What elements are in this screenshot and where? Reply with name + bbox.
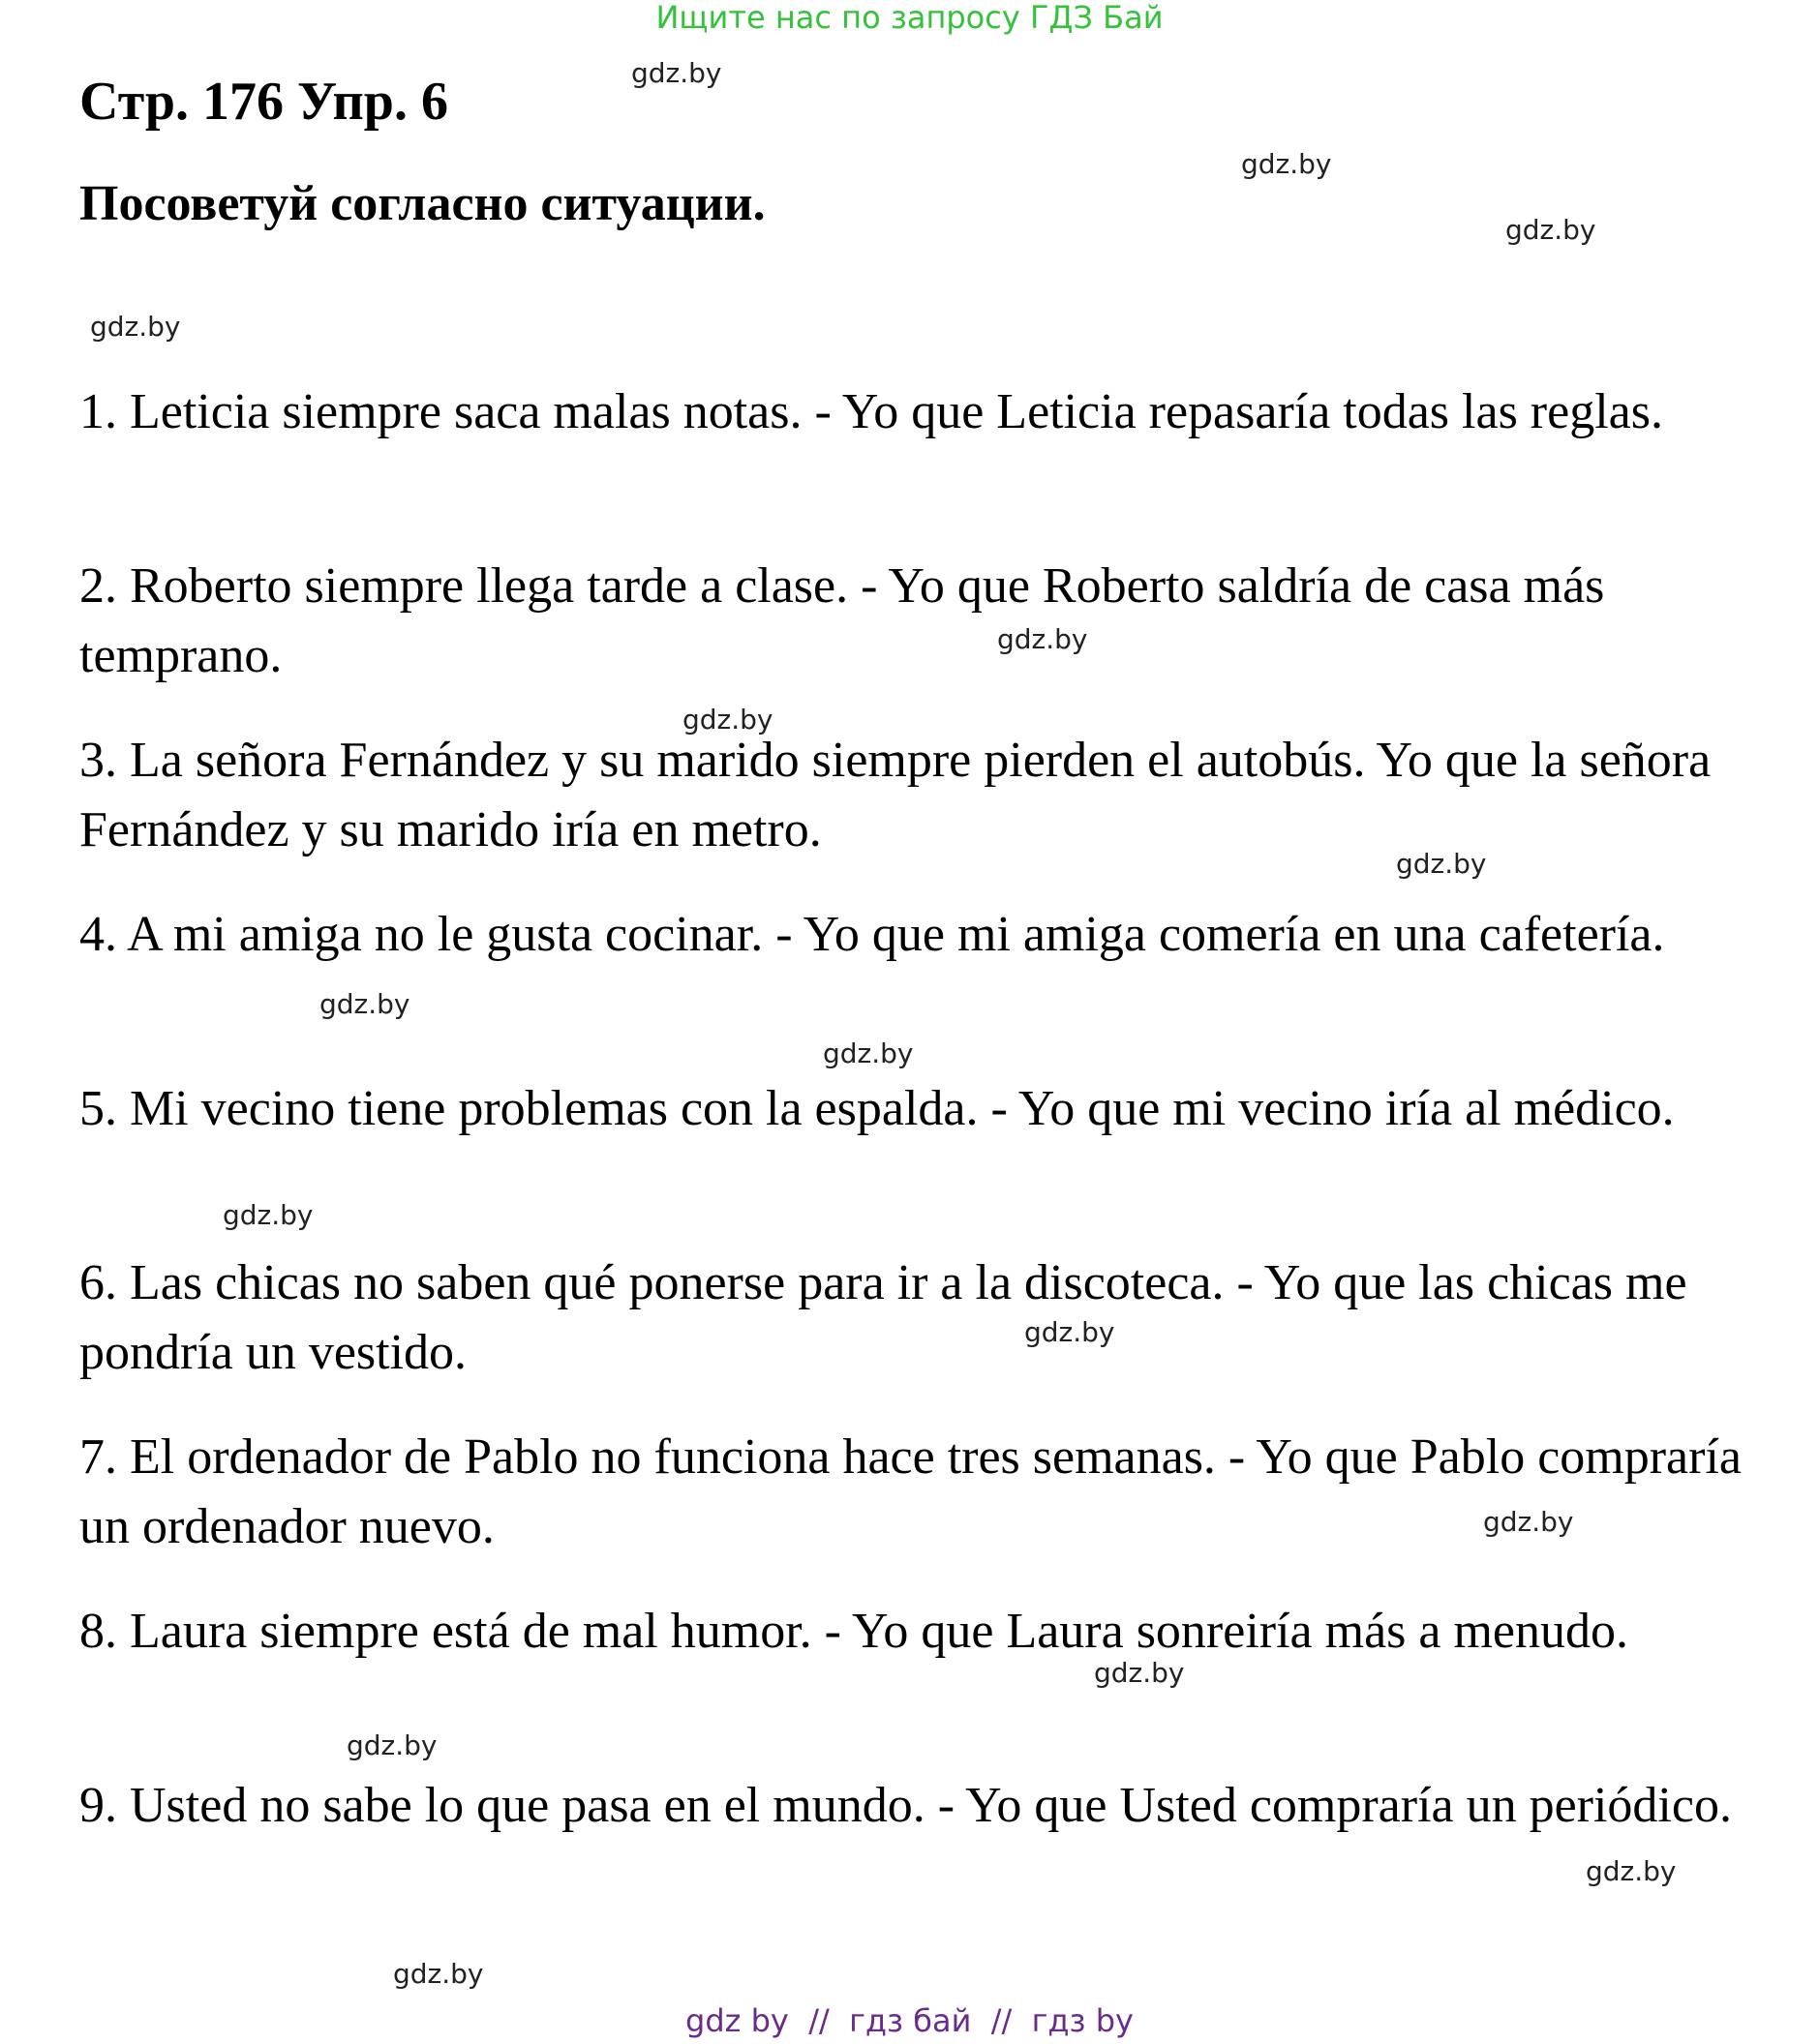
watermark: gdz.by [1586, 1855, 1677, 1887]
watermark: gdz.by [393, 1958, 484, 1990]
watermark: gdz.by [223, 1199, 314, 1231]
watermark: gdz.by [631, 57, 722, 89]
footer-links: gdz by // гдз бай // гдз by [685, 2002, 1134, 2039]
watermark: gdz.by [347, 1729, 438, 1761]
answer-item-2: 2. Roberto siempre llega tarde a clase. - Yo que Roberto saldría de casa más temprano. [79, 558, 1605, 683]
watermark: gdz.by [1241, 148, 1332, 180]
page-title: Стр. 176 Упр. 6 [79, 72, 448, 132]
watermark: gdz.by [1094, 1657, 1185, 1689]
top-banner: Ищите нас по запросу ГДЗ Бай [655, 0, 1164, 36]
watermark: gdz.by [1483, 1506, 1574, 1538]
watermark: gdz.by [1024, 1316, 1115, 1348]
answer-item-3: 3. La señora Fernández y su marido siempre pierden el autobús. Yo que la señora Fernández y su marido iría en metro. [79, 733, 1712, 857]
watermark: gdz.by [823, 1037, 914, 1069]
answer-item-8: 8. Laura siempre está de mal humor. - Yo que Laura sonreiría más a menudo. [79, 1604, 1628, 1659]
answer-item-6: 6. Las chicas no saben qué ponerse para ir a la discoteca. - Yo que las chicas me pondría un vestido. [79, 1255, 1687, 1380]
watermark: gdz.by [319, 988, 410, 1020]
answer-item-9: 9. Usted no sabe lo que pasa en el mundo. - Yo que Usted compraría un periódico. [79, 1778, 1732, 1833]
answer-item-7: 7. El ordenador de Pablo no funciona hace tres semanas. - Yo que Pablo compraría un ordenador nuevo. [79, 1429, 1742, 1554]
exercise-instruction: Посоветуй согласно ситуации. [79, 176, 766, 231]
watermark: gdz.by [997, 623, 1088, 655]
answer-item-4: 4. A mi amiga no le gusta cocinar. - Yo que mi amiga comería en una cafetería. [79, 907, 1665, 962]
watermark: gdz.by [90, 311, 181, 343]
watermark: gdz.by [1396, 848, 1487, 880]
answer-item-5: 5. Mi vecino tiene problemas con la espalda. - Yo que mi vecino iría al médico. [79, 1081, 1675, 1136]
watermark: gdz.by [682, 704, 773, 736]
answer-item-1: 1. Leticia siempre saca malas notas. - Yo que Leticia repasaría todas las reglas. [79, 384, 1663, 439]
watermark: gdz.by [1505, 214, 1596, 246]
